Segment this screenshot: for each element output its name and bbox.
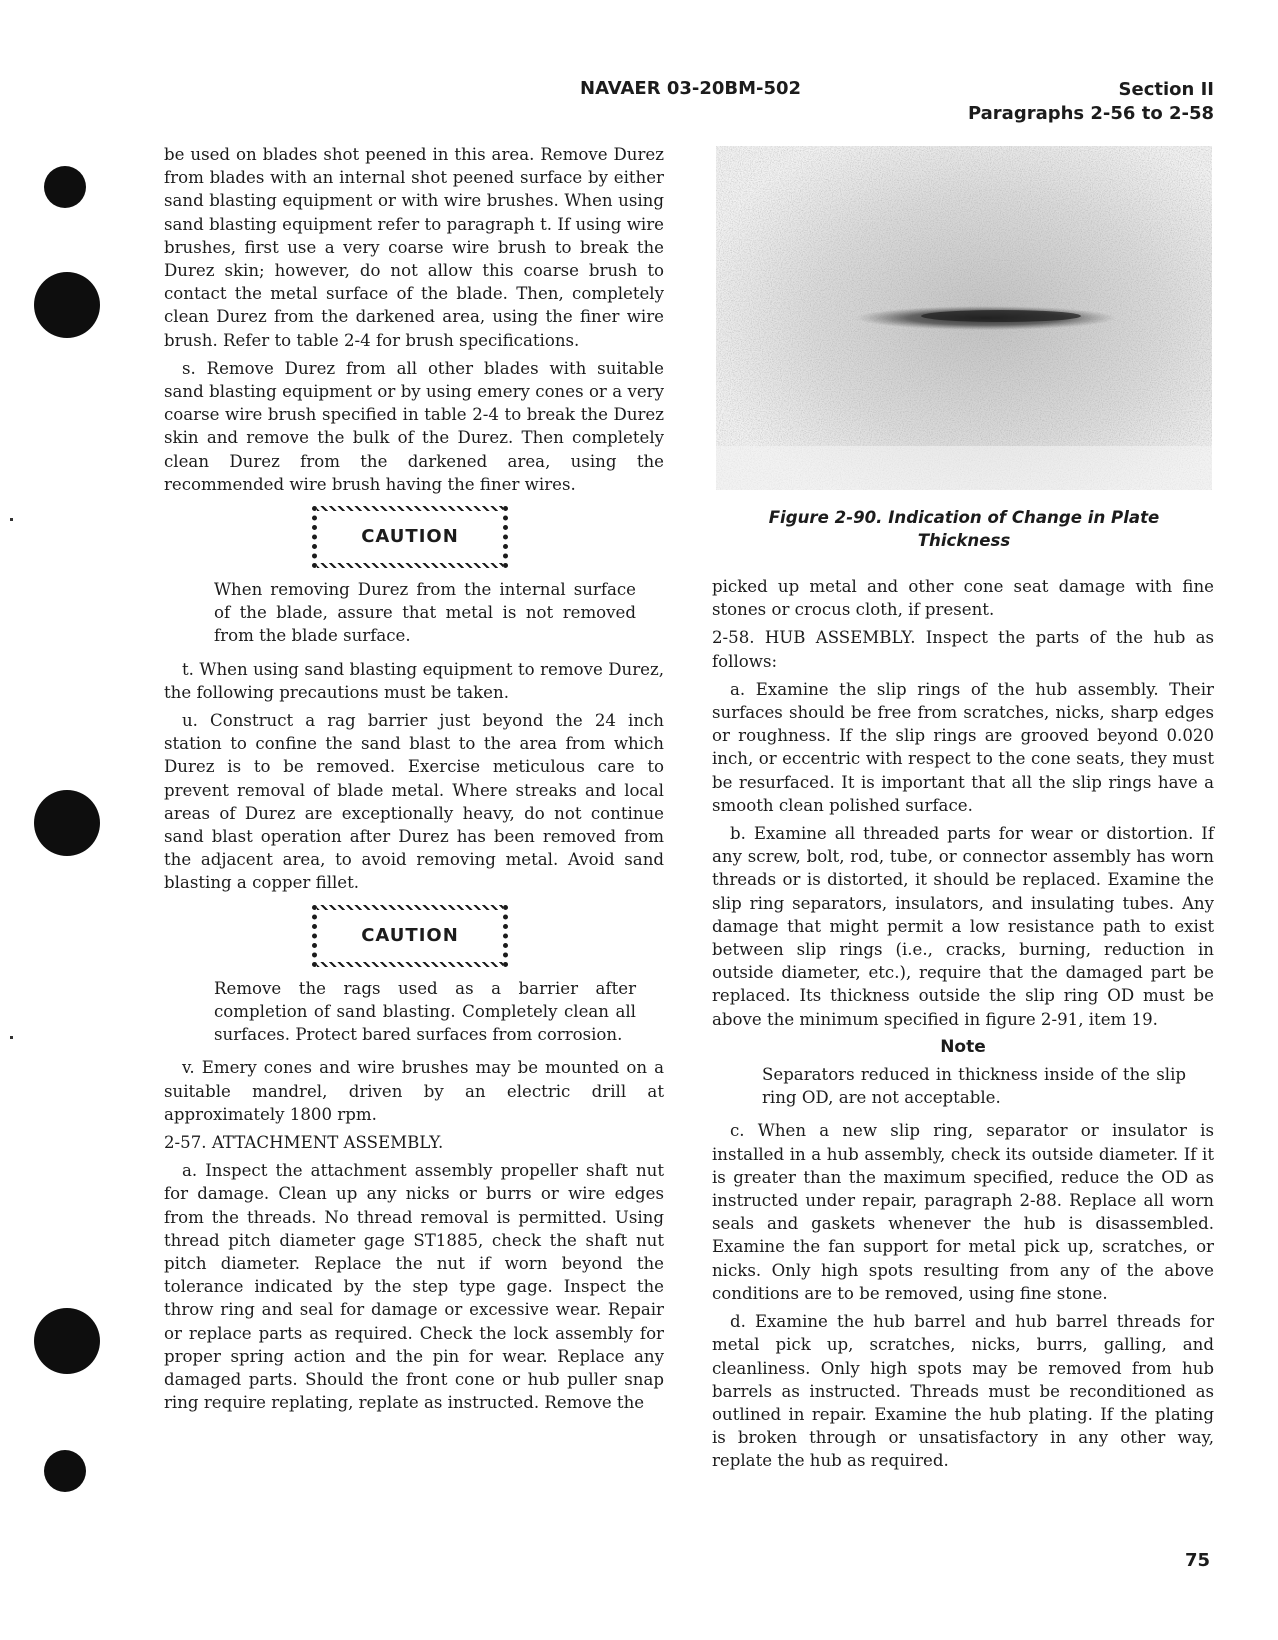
binder-hole: [34, 1308, 100, 1374]
binder-hole: [44, 1450, 86, 1492]
paragraph-258d: d. Examine the hub barrel and hub barrel threads for metal pick up, scratches, nicks, burrs, galling, and cleanliness. Only high spots may be removed from hub barrels as instructed. Threads must be reconditioned as outlined in repair. Examine the hub plating. If the plating is broken through or unsatisfactory in any other way, replate the hub as required.: [712, 1312, 1214, 1471]
scan-mark: [10, 518, 13, 521]
figure-photo: [716, 146, 1212, 490]
note-text: Separators reduced in thickness inside of the slip ring OD, are not acceptable.: [762, 1065, 1186, 1108]
binder-hole: [44, 166, 86, 208]
caution-box: CAUTION: [312, 905, 508, 967]
paragraph-t: t. When using sand blasting equipment to remove Durez, the following precautions must be taken.: [164, 659, 664, 702]
note-title: Note: [940, 1036, 986, 1057]
right-column: [712, 575, 1214, 1478]
section-label: Section II: [1118, 79, 1214, 100]
page-number: 75: [1184, 1550, 1210, 1571]
paragraph-u: u. Construct a rag barrier just beyond the 24 inch station to confine the sand blast to the area from which Durez is to be removed. Exercise meticulous care to prevent removal of blade metal. Where streaks and local areas of Durez are exceptionally heavy, do not continue sand blast operation after Durez has been removed from the adjacent area, to avoid removing metal. Avoid sand blasting a copper fillet.: [164, 711, 664, 893]
figure-caption: [716, 506, 1212, 552]
paragraph-range: Paragraphs 2-56 to 2-58: [967, 103, 1214, 124]
paragraph: picked up metal and other cone seat damage with fine stones or crocus cloth, if present.: [712, 577, 1214, 620]
paragraph-258c: c. When a new slip ring, separator or insulator is installed in a hub assembly, check its outside diameter. If it is greater than the maximum specified, reduce the OD as instructed under repair, paragraph 2-88. Replace all worn seals and gaskets whenever the hub is disassembled. Examine the fan support for metal pick up, scratches, or nicks. Only high spots resulting from any of the above conditions are to be removed, using fine stone.: [712, 1121, 1214, 1303]
paragraph-258a: a. Examine the slip rings of the hub assembly. Their surfaces should be free from scratches, nicks, sharp edges or roughness. If the slip rings are grooved beyond 0.020 inch, or eccentric with respect to the cone seats, they must be resurfaced. It is important that all the slip rings have a smooth clean polished surface.: [712, 679, 1214, 815]
paragraph-s: s. Remove Durez from all other blades with suitable sand blasting equipment or by using emery cones or a very coarse wire brush specified in table 2-4 to break the Durez skin and remove the bulk of the Durez. Then completely clean Durez from the darkened area, using the recommended wire brush having the finer wires.: [164, 358, 664, 494]
caution-text: When removing Durez from the internal surface of the blade, assure that metal is not removed from the blade surface.: [214, 580, 636, 646]
caution-text: Remove the rags used as a barrier after completion of sand blasting. Completely clean all surfaces. Protect bared surfaces from corrosion.: [214, 978, 636, 1045]
binder-hole: [34, 272, 100, 338]
paragraph-257a: a. Inspect the attachment assembly propeller shaft nut for damage. Clean up any nicks or burrs or wire edges from the threads. No thread removal is permitted. Using thread pitch diameter gage ST1885, check the shaft nut pitch diameter. Replace the nut if worn beyond the tolerance indicated by the step type gage. Inspect the throw ring and seal for damage or excessive wear. Repair or replace parts as required. Check the lock assembly for proper spring action and the pin for wear. Replace any damaged parts. Should the front cone or hub puller snap ring require replating, replate as instructed. Remove the: [164, 1161, 664, 1413]
caption-line: Thickness: [917, 531, 1011, 550]
paragraph-v: v. Emery cones and wire brushes may be mounted on a suitable mandrel, driven by an electric drill at approximately 1800 rpm.: [164, 1058, 664, 1124]
left-column: [164, 143, 664, 1419]
caution-box: CAUTION: [312, 506, 508, 568]
document-number: NAVAER 03-20BM-502: [580, 78, 802, 99]
section-heading: 2-58. HUB ASSEMBLY. Inspect the parts of the hub as follows:: [712, 628, 1214, 671]
binder-hole: [34, 790, 100, 856]
paragraph: be used on blades shot peened in this area. Remove Durez from blades with an internal shot peened surface by either sand blasting equipment or with wire brushes. When using sand blasting equipment refer to paragraph t. If using wire brushes, first use a very coarse wire brush to break the Durez skin; however, do not allow this coarse brush to contact the metal surface of the blade. Then, completely clean Durez from the darkened area, using the finer wire brush. Refer to table 2-4 for brush specifications.: [164, 145, 664, 350]
plate-photo: [716, 146, 1212, 490]
scan-mark: [10, 1036, 13, 1039]
caption-line: Figure 2-90. Indication of Change in Plate: [768, 508, 1160, 527]
section-heading: 2-57. ATTACHMENT ASSEMBLY.: [164, 1132, 444, 1152]
paragraph-258b: b. Examine all threaded parts for wear or distortion. If any screw, bolt, rod, tube, or connector assembly has worn threads or is distorted, it should be replaced. Examine the slip ring separators, insulators, and insulating tubes. Any damage that might permit a low resistance path to exist between slip rings (i.e., cracks, burning, reduction in outside diameter, etc.), require that the damaged part be replaced. Its thickness outside the slip ring OD must be above the minimum specified in figure 2-91, item 19.: [712, 824, 1214, 1029]
section-header: [968, 78, 1214, 126]
